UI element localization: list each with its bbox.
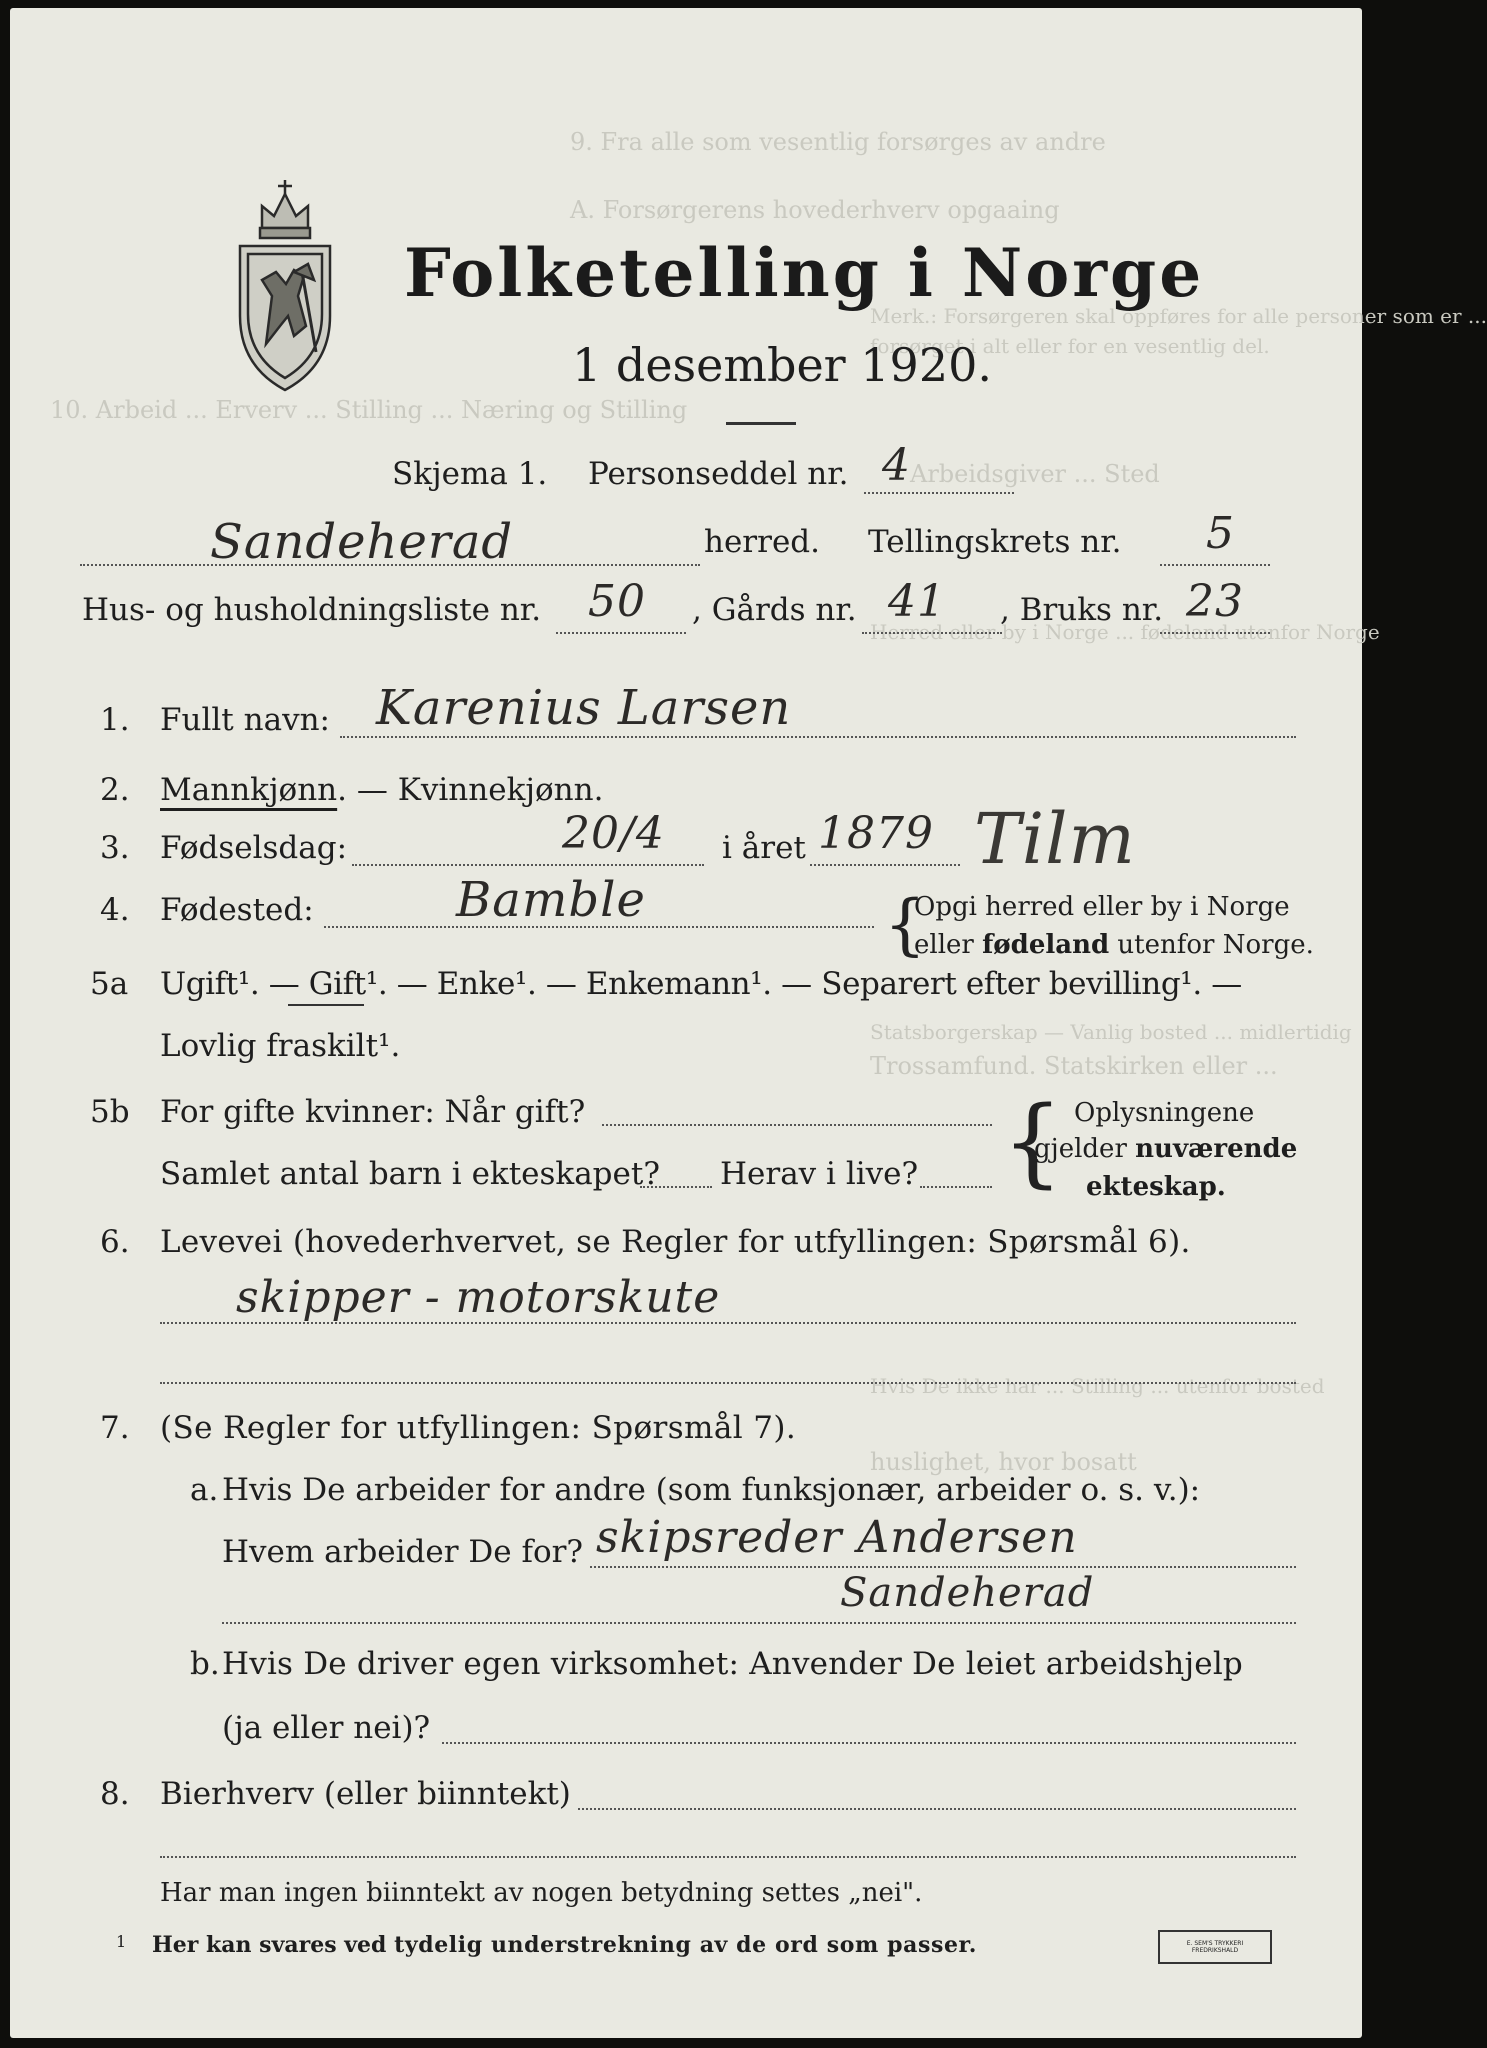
full-name-line bbox=[340, 736, 1296, 738]
bruks-number[interactable]: 23 bbox=[1186, 576, 1244, 627]
bleed-line: Merk.: Forsørgeren skal oppføres for alle personer som er ... bbox=[870, 304, 1487, 328]
skjema-label: Skjema 1. bbox=[392, 456, 548, 492]
bleed-line: Herred eller by i Norge ... fødeland utenfor Norge bbox=[870, 620, 1380, 644]
q7-label: (Se Regler for utfyllingen: Spørsmål 7). bbox=[160, 1410, 797, 1446]
gards-number[interactable]: 41 bbox=[888, 576, 946, 627]
gift-underline bbox=[288, 1004, 364, 1006]
q2-options bbox=[160, 772, 603, 808]
children-line bbox=[640, 1186, 712, 1188]
employer-line-2 bbox=[222, 1622, 1296, 1624]
bleed-line: Hvis De ikke har ... Stilling ... utenfor bosted bbox=[870, 1374, 1325, 1398]
q3-label: Fødselsdag: bbox=[160, 830, 348, 866]
q4-note-1: Opgi herred eller by i Norge bbox=[914, 892, 1290, 922]
birthplace-value[interactable]: Bamble bbox=[456, 872, 646, 928]
bleed-line: huslighet, hvor bosatt bbox=[870, 1448, 1137, 1476]
birth-year-line bbox=[810, 864, 960, 866]
q7b-line2: (ja eller nei)? bbox=[222, 1710, 431, 1746]
husliste-label: Hus- og husholdningsliste nr. bbox=[82, 592, 542, 628]
q5b-alive-label: Herav i live? bbox=[720, 1156, 919, 1192]
employer-value-2[interactable]: Sandeherad bbox=[840, 1570, 1095, 1616]
kvinnekjonn-option[interactable]: Kvinnekjønn bbox=[397, 772, 594, 808]
q5b-brace: { bbox=[1002, 1086, 1064, 1198]
q4-note-2a: eller bbox=[914, 930, 983, 960]
birth-year-value[interactable]: 1879 bbox=[818, 808, 934, 859]
bruks-line bbox=[1160, 632, 1270, 634]
occupation-line-2 bbox=[160, 1382, 1296, 1384]
tellingskrets-line bbox=[1160, 564, 1270, 566]
norway-coat-of-arms-emblem bbox=[232, 176, 338, 396]
side-income-line-2 bbox=[160, 1856, 1296, 1858]
employer-line-1 bbox=[590, 1566, 1296, 1568]
footnote-marker: 1 bbox=[116, 1932, 127, 1951]
birth-day-line bbox=[352, 864, 704, 866]
aaret-label: i året bbox=[722, 830, 806, 866]
hired-help-line bbox=[442, 1742, 1296, 1744]
q3-number: 3. bbox=[100, 830, 130, 866]
alive-line bbox=[920, 1186, 992, 1188]
q7-number: 7. bbox=[100, 1410, 130, 1446]
herred-line bbox=[80, 564, 700, 566]
q5b-children-label: Samlet antal barn i ekteskapet? bbox=[160, 1156, 660, 1192]
q7a-letter: a. bbox=[190, 1472, 219, 1508]
tellingskrets-label: Tellingskrets nr. bbox=[868, 524, 1122, 560]
husliste-line bbox=[556, 632, 686, 634]
q4-note-2 bbox=[914, 930, 1314, 960]
employer-value[interactable]: skipsreder Andersen bbox=[596, 1512, 1078, 1563]
gards-line bbox=[862, 632, 1002, 634]
q2-number: 2. bbox=[100, 772, 130, 808]
q8-note: Har man ingen biinntekt av nogen betydning settes „nei". bbox=[160, 1878, 923, 1908]
bleed-line: 9. Fra alle som vesentlig forsørges av andre bbox=[570, 128, 1106, 156]
bleed-line: 10. Arbeid ... Erverv ... Stilling ... Næring og Stilling bbox=[50, 396, 688, 424]
bruks-label: , Bruks nr. bbox=[1000, 592, 1164, 628]
bleed-line: A. Forsørgerens hovederhverv opgaaing bbox=[570, 196, 1060, 224]
occupation-value[interactable]: skipper - motorskute bbox=[236, 1272, 721, 1323]
q5b-note-2 bbox=[1034, 1134, 1297, 1164]
q8-number: 8. bbox=[100, 1776, 130, 1812]
tellingskrets-number[interactable]: 5 bbox=[1206, 508, 1235, 559]
q4-number: 4. bbox=[100, 892, 130, 928]
personseddel-label: Personseddel nr. bbox=[588, 456, 849, 492]
side-income-line-1 bbox=[578, 1808, 1296, 1810]
printer-stamp bbox=[1158, 1930, 1272, 1964]
q7a-line1: Hvis De arbeider for andre (som funksjonær, arbeider o. s. v.): bbox=[222, 1472, 1201, 1508]
herred-label: herred. bbox=[704, 524, 820, 560]
q5b-line1: For gifte kvinner: Når gift? bbox=[160, 1094, 586, 1130]
footnote-text-a: Her kan svares ved bbox=[152, 1932, 395, 1958]
q7b-letter: b. bbox=[190, 1646, 220, 1682]
printer-stamp-text: E. SEM'S TRYKKERI FREDRIKSHALD bbox=[1186, 1940, 1244, 1954]
q2-separator: . — bbox=[337, 772, 398, 808]
q7a-line2: Hvem arbeider De for? bbox=[222, 1534, 584, 1570]
census-form-page bbox=[10, 8, 1487, 2038]
q6-number: 6. bbox=[100, 1224, 130, 1260]
page-title: Folketelling i Norge bbox=[404, 234, 1205, 312]
q5b-note-1: Oplysningene bbox=[1074, 1098, 1255, 1128]
q8-label: Bierhverv (eller biinntekt) bbox=[160, 1776, 571, 1812]
title-rule bbox=[726, 422, 796, 425]
q4-label: Fødested: bbox=[160, 892, 314, 928]
bleed-line: Trossamfund. Statskirken eller ... bbox=[870, 1052, 1278, 1080]
birthplace-line bbox=[324, 926, 874, 928]
bleed-line: Arbeidsgiver ... Sted bbox=[910, 460, 1160, 488]
birth-day-value[interactable]: 20/4 bbox=[562, 808, 665, 859]
birth-annotation: Tilm bbox=[974, 798, 1136, 880]
herred-value[interactable]: Sandeherad bbox=[210, 514, 514, 570]
q7b-line1: Hvis De driver egen virksomhet: Anvender De leiet arbeidshjelp bbox=[222, 1646, 1243, 1682]
q5b-number: 5b bbox=[90, 1094, 130, 1130]
married-when-line bbox=[602, 1124, 992, 1126]
q4-note-2b: fødeland bbox=[982, 930, 1110, 960]
q1-label: Fullt navn: bbox=[160, 702, 330, 738]
mannkjonn-option[interactable]: Mannkjønn bbox=[160, 772, 338, 808]
footnote-text bbox=[152, 1932, 977, 1958]
q4-note-2c: utenfor Norge. bbox=[1109, 930, 1314, 960]
occupation-line-1 bbox=[160, 1322, 1296, 1324]
marital-options-line2[interactable]: Lovlig fraskilt¹. bbox=[160, 1028, 401, 1064]
census-date: 1 desember 1920. bbox=[572, 338, 992, 392]
personseddel-number[interactable]: 4 bbox=[882, 440, 911, 491]
husliste-number[interactable]: 50 bbox=[588, 576, 646, 627]
q5b-note-2a: gjelder bbox=[1034, 1134, 1136, 1164]
bleed-line: forsørget i alt eller for en vesentlig del. bbox=[870, 334, 1270, 358]
q5b-note-2b: nuværende bbox=[1135, 1134, 1298, 1164]
q1-number: 1. bbox=[100, 702, 130, 738]
gards-label: , Gårds nr. bbox=[692, 592, 857, 628]
q5a-number: 5a bbox=[90, 966, 129, 1002]
marital-options[interactable]: Ugift¹. — Gift¹. — Enke¹. — Enkemann¹. — Separert efter bevilling¹. — bbox=[160, 966, 1242, 1002]
personseddel-line bbox=[864, 492, 1014, 494]
q4-brace: { bbox=[884, 886, 926, 963]
q6-label: Levevei (hovederhvervet, se Regler for utfyllingen: Spørsmål 6). bbox=[160, 1224, 1191, 1260]
q5b-note-3: ekteskap. bbox=[1086, 1172, 1226, 1202]
bleed-line: Statsborgerskap — Vanlig bosted ... midlertidig bbox=[870, 1020, 1352, 1044]
footnote-text-b: tydelig understrekning av de ord som passer. bbox=[394, 1932, 977, 1958]
q2-end: . bbox=[593, 772, 604, 808]
full-name-value[interactable]: Karenius Larsen bbox=[376, 680, 792, 736]
